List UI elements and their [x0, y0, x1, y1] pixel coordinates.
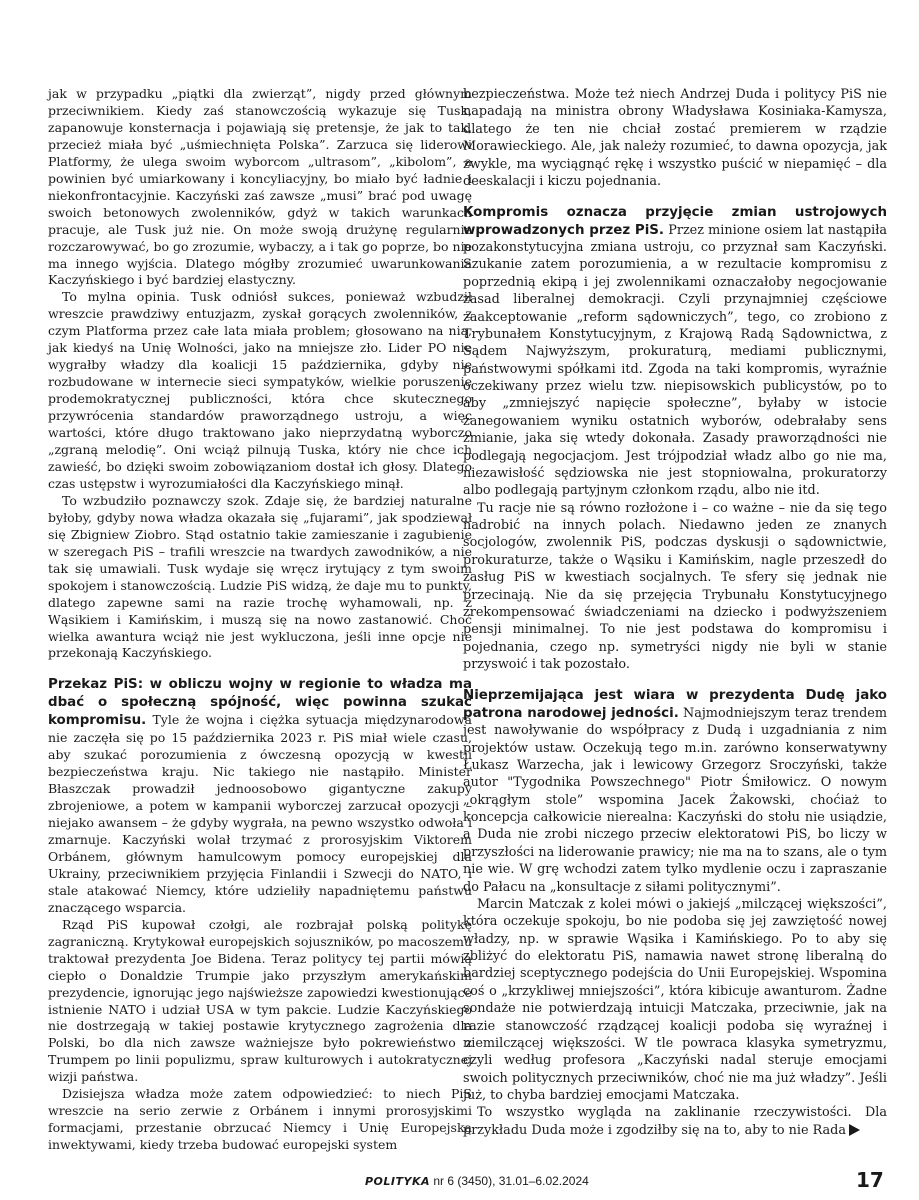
page-number: 17 — [856, 1168, 884, 1192]
paragraph-with-lead — [463, 687, 887, 896]
paragraph-body: Najmodniejszym teraz trendem jest nawoływanie do współpracy z Dudą i uzgadniania z nim projektów ustaw. Oczekują tego m.in. zarówno konserwatywny Łukasz Warzecha, jak i lewicowy Grzegorz Sroczyński, także autor "Tygodnika Powszechnego" Piotr Śmiłowicz. O nowym „okrągłym stole” wspomina Jacek Żakowski, choćiaż to koncepcja całkowicie nierealna: Kaczyński do stołu nie usiądzie, a Duda nie zrobi niczego przeciw elektoratowi PiS, bo liczy w przyszłości na liderowanie prawicy; nie ma na to szans, ale o tym nie wie. W grę wchodzi zatem tylko mydlenie oczu i zapraszanie do Pałacu na „konsultacje z siłami politycznymi”. — [463, 705, 887, 895]
section-gap — [463, 190, 887, 204]
section-gap — [48, 662, 472, 676]
paragraph-body: Tyle że wojna i ciężka sytuacja międzynarodowa nie zaczęła się po 15 października 2023 r. PiS miał wiele czasu, aby szukać porozumienia z ówczesną opozycją w kwestii bezpieczeństwa kraju. Nic takiego nie nastąpiło. Minister Błaszczak prowadził jednoosobowo gigantyczne zakupy zbrojeniowe, a potem w kampanii wyborczej zarzucał opozycji – niejako awansem – że gdyby wygrała, na pewno wszystko odwoła i zmarnuje. Kaczyński wolał trzymać z prorosyjskim Viktorem Orbánem, głównym hamulcowym pomocy europejskiej dla Ukrainy, przeciwnikiem przyjęcia Finlandii i Szwecji do NATO, i stale atakować Niemcy, które udzieliły napadniętemu państwu znaczącego wsparcia. — [48, 712, 472, 915]
paragraph-continued: To wszystko wygląda na zaklinanie rzeczywistości. Dla przykładu Duda może i zgodziłby się na to, aby to nie Rada — [463, 1105, 887, 1138]
paragraph: Dzisiejsza władza może zatem odpowiedzieć: to niech PiS wreszcie na serio zerwie z Orbánem i innymi prorosyjskimi formacjami, przestanie obrzucać Niemcy i Unię Europejską inwektywami, kiedy trzeba budować europejski system — [48, 1086, 472, 1153]
paragraph-with-lead — [48, 676, 472, 916]
lead-in-heading: Kompromis oznacza przyjęcie zmian ustrojowych wprowadzonych przez PiS. — [463, 205, 887, 238]
lead-in-heading: Nieprzemijająca jest wiara w prezydenta Dudę jako patrona narodowej jedności. — [463, 688, 887, 721]
paragraph-with-lead — [463, 204, 887, 499]
paragraph: Marcin Matczak z kolei mówi o jakiejś „milczącej większości”, która oczekuje spokoju, bo nie podoba się jej zawziętość nowej władzy, np. w sprawie Wąsika i Kamińskiego. Po to aby się zbliżyć do elektoratu PiS, namawia nawet stronę liberalną do bardziej sceptycznego podejścia do Unii Europejskiej. Wspomina coś o „krzykliwej mniejszości”, która kibicuje awanturom. Żadne sondaże nie potwierdzają intuicji Matczaka, przeciwnie, jak na razie stanowczość rządzącej koalicji podoba się wyraźnej i niemilczącej większości. W tle powraca klasyka symetryzmu, czyli według profesora „Kaczyński nadal steruje emocjami swoich politycznych przeciwników, choć nie ma już władzy”. Jeśli już, to chyba bardziej emocjami Matczaka. — [463, 896, 887, 1103]
paragraph: To wzbudziło poznawczy szok. Zdaje się, że bardziej naturalne byłoby, gdyby nowa władza okazała się „fujarami”, jak spodziewał się Zbigniew Ziobro. Stąd ostatnio takie zamieszanie i zagubienie w szeregach PiS – trafili wreszcie na twardych zawodników, a nie tak się umawiali. Tusk wydaje się wręcz irytujący z tym swoim spokojem i stanowczością. Ludzie PiS widzą, że daje mu to punkty, dlatego zapewne sami na razie trochę wyhamowali, np. z Wąsikiem i Kamińskim, i muszą się na nowo zastanowić. Choć wielka awantura wciąż nie jest wykluczona, jeśli inne opcje nie przekonają Kaczyńskiego. — [48, 492, 472, 661]
arrow-right-icon — [849, 1124, 860, 1136]
paragraph: jak w przypadku „piątki dla zwierząt”, nigdy przed głównym przeciwnikiem. Kiedy zaś stanowczością wykazuje się Tusk, zapanowuje konsternacja i pojawiają się pretensje, że jak to tak, przecież miała być „uśmiechnięta Polska”. Zarzuca się liderowi Platformy, że ulega swoim wyborcom „ultrasom”, „kibolom”, a powinien być umiarkowany i koncyliacyjny, bo miało być ładnie i niekonfrontacyjnie. Kaczyński zaś zawsze „musi” brać pod uwagę swoich betonowych zwolenników, gdyż w takich warunkach pracuje, ale Tusk już nie. On może swoją drużynę regularnie rozczarowywać, bo go zrozumie, wybaczy, a i tak go poprze, bo nie ma innego wyjścia. Dlatego mógłby zrozumieć uwarunkowania Kaczyńskiego i być bardziej elastyczny. — [48, 86, 472, 288]
right-column — [463, 86, 887, 1139]
lead-in-heading: Przekaz PiS: w obliczu wojny w regionie to władza ma dbać o społeczną spójność, więc powinna szukać kompromisu. — [48, 677, 472, 729]
paragraph: Tu racje nie są równo rozłożone i – co ważne – nie da się tego nadrobić na innych polach. Niedawno jeden ze znanych socjologów, zwolennik PiS, podczas dyskusji o sądownictwie, prokuraturze, także o Wąsiku i Kamińskim, nagle przeszedł do zasług PiS w kwestiach socjalnych. Te sfery się jednak nie przecinają. Nie da się przejęcia Trybunału Konstytucyjnego zrekompensować świadczeniami na dziecko i podwyższeniem pensji minimalnej. To nie jest podstawa do kompromisu i pojednania, czego np. symetryści nigdy nie byli w stanie przyswoić i tak pozostało. — [463, 500, 887, 672]
issue-date: nr 6 (3450), 31.01–6.02.2024 — [430, 1174, 589, 1188]
section-gap — [463, 673, 887, 687]
paragraph: Rząd PiS kupował czołgi, ale rozbrajał polską politykę zagraniczną. Krytykował europejskich sojuszników, po macoszemu traktował prezydenta Joe Bidena. Teraz politycy tej partii mówią ciepło o Donaldzie Trumpie jako przyszłym amerykańskim prezydencie, ignorując jego najświeższe zapowiedzi kwestionujące istnienie NATO i udział USA w tym pakcie. Ludzie Kaczyńskiego nie dostrzegają w takiej postawie krytycznego zagrożenia dla Polski, bo dla nich zawsze ważniejsze było pokrewieństwo z Trumpem po linii populizmu, spraw kulturowych i autokratycznej wizji państwa. — [48, 916, 472, 1085]
left-column — [48, 86, 472, 1154]
paragraph: bezpieczeństwa. Może też niech Andrzej Duda i politycy PiS nie napadają na ministra obrony Władysława Kosiniaka-Kamysza, dlatego że ten nie chciał zostać premierem w rządzie Morawieckiego. Ale, jak należy rozumieć, to dawna opozycja, jak zwykle, ma wyciągnąć rękę i wszystko puścić w niepamięć – dla deeskalacji i kiczu pojednania. — [463, 87, 887, 189]
paragraph-body: Przez minione osiem lat nastąpiła pozakonstytucyjna zmiana ustroju, co przyznał sam Kaczyński. Szukanie zatem porozumienia, a w rezultacie kompromisu z poprzednią ekipą i jej zwolennikami oznaczałoby negocjowanie zasad liberalnej demokracji. Czyli przynajmniej częściowe zaakceptowanie „reform sądowniczych”, tego, co zrobiono z Trybunałem Konstytucyjnym, z Krajową Radą Sądownictwa, z Sądem Najwyższym, prokuraturą, mediami publicznymi, państwowymi spółkami itd. Zgoda na taki kompromis, wyraźnie oczekiwany przez wielu tzw. niepisowskich publicystów, po to aby „zmniejszyć napięcie społeczne”, byłaby w istocie zanegowaniem wyniku ostatnich wyborów, odebrałaby sens zmianie, jaka się wtedy dokonała. Zasady praworządności nie podlegają negocjacjom. Jest trójpodział władz albo go nie ma, niezawisłość sędziowska nie jest stopniowalna, prokuratorzy albo podlegają partyjnym członkom rządu, albo nie itd. — [463, 222, 888, 499]
issue-info — [365, 1174, 589, 1188]
magazine-logo: POLITYKA — [365, 1175, 431, 1188]
paragraph: To mylna opinia. Tusk odniósł sukces, ponieważ wzbudził wreszcie prawdziwy entuzjazm, zyskał gorących zwolenników, z czym Platforma przez całe lata miała problem; głosowano na nią, jak kiedyś na Unię Wolności, jako na mniejsze zło. Lider PO nie wygrałby władzy dla koalicji 15 października, gdyby nie rozbudowane w internecie sieci sympatyków, wielkie poruszenie prodemokratycznej publiczności, która chce skutecznego przywrócenia standardów praworządnego ustroju, a więc wartości, które długo traktowano jako nieprzydatną wyborczo „zgraną melodię”. Oni wciąż pilnują Tuska, który nie chce ich zawieść, bo dzięki swoim zobowiązaniom dostał ich głosy. Dlatego czas ustępstw i wyrozumiałości dla Kaczyńskiego minął. — [48, 289, 472, 491]
